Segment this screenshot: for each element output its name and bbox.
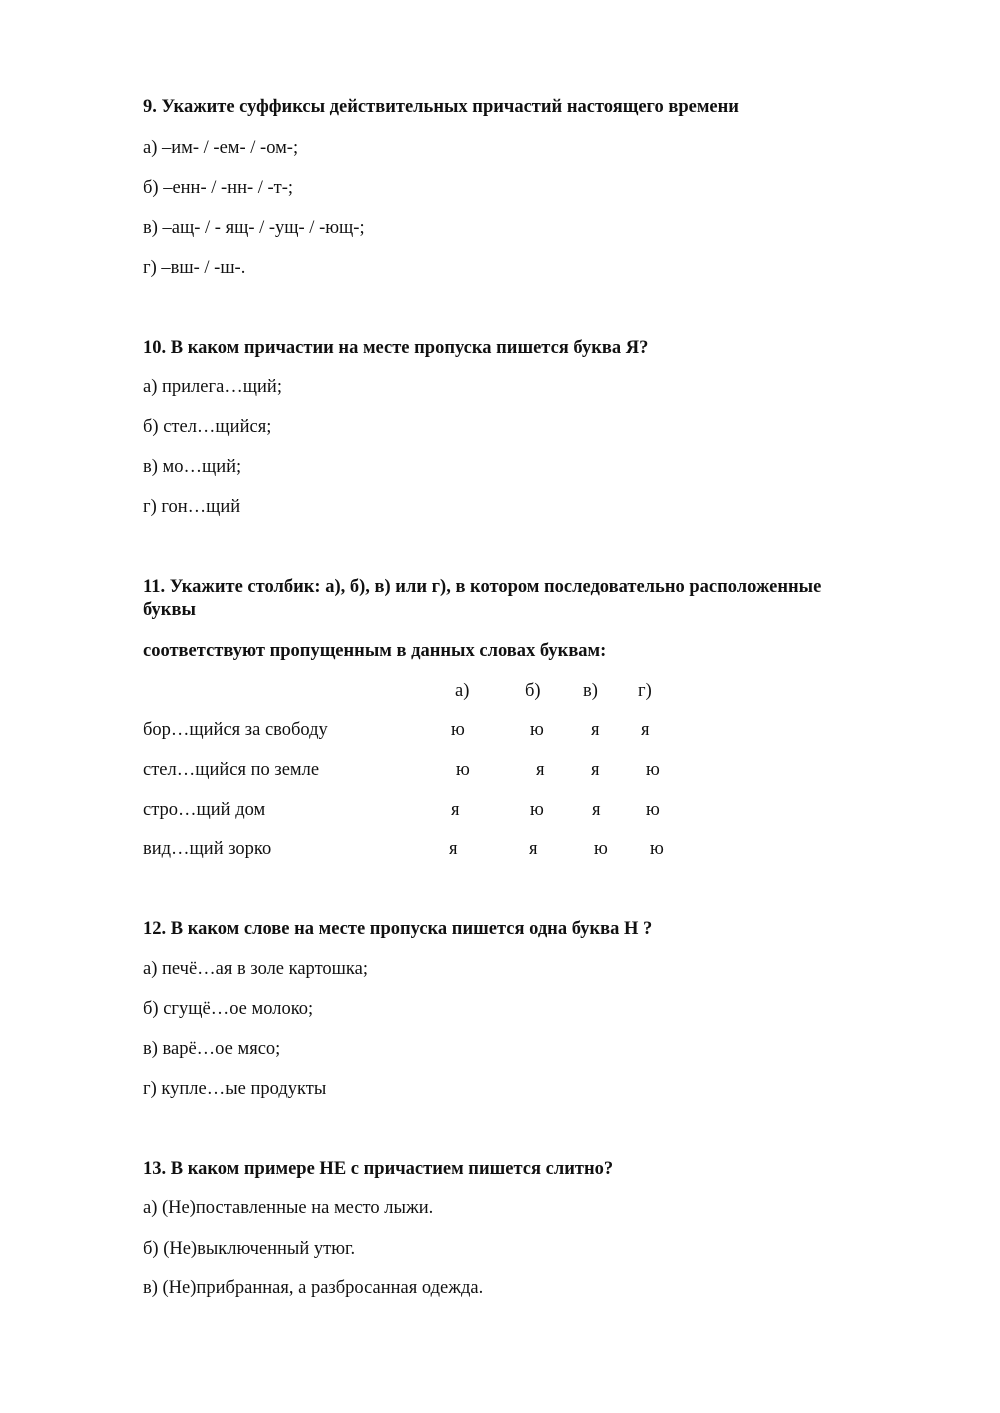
q12-option-b: б) сгущё…ое молоко; bbox=[143, 999, 314, 1019]
q11-header-b: б) bbox=[525, 681, 541, 701]
q11-row1-c: я bbox=[591, 720, 600, 740]
q11-row2-c: я bbox=[591, 760, 600, 780]
q11-row1-d: я bbox=[641, 720, 650, 740]
q9-option-c: в) –ащ- / - ящ- / -ущ- / -ющ-; bbox=[143, 218, 365, 238]
q10-title: 10. В каком причастии на месте пропуска пишется буква Я? bbox=[143, 338, 649, 358]
q11-row3-a: я bbox=[451, 800, 460, 820]
q10-option-a: а) прилега…щий; bbox=[143, 377, 282, 397]
q13-option-c: в) (Не)прибранная, а разбросанная одежда. bbox=[143, 1278, 484, 1298]
q11-row4-a: я bbox=[449, 839, 458, 859]
q12-title: 12. В каком слове на месте пропуска пишется одна буква Н ? bbox=[143, 919, 653, 939]
q10-option-c: в) мо…щий; bbox=[143, 457, 242, 477]
q11-row3-word: стро…щий дом bbox=[143, 800, 266, 820]
q12-option-d: г) купле…ые продукты bbox=[143, 1079, 327, 1099]
q10-option-b: б) стел…щийся; bbox=[143, 417, 272, 437]
q11-title-line2: буквы bbox=[143, 600, 196, 620]
q11-row1-a: ю bbox=[451, 720, 465, 740]
q11-row3-c: я bbox=[592, 800, 601, 820]
q11-row4-word: вид…щий зорко bbox=[143, 839, 272, 859]
q12-option-a: а) печё…ая в золе картошка; bbox=[143, 959, 368, 979]
q9-option-b: б) –енн- / -нн- / -т-; bbox=[143, 178, 294, 198]
q11-header-a: а) bbox=[455, 681, 470, 701]
q11-row2-d: ю bbox=[646, 760, 660, 780]
q11-subtitle: соответствуют пропущенным в данных словах буквам: bbox=[143, 641, 607, 661]
q11-header-d: г) bbox=[638, 681, 652, 701]
q11-row1-b: ю bbox=[530, 720, 544, 740]
q9-title: 9. Укажите суффиксы действительных причастий настоящего времени bbox=[143, 97, 739, 117]
q11-row4-b: я bbox=[529, 839, 538, 859]
q9-option-d: г) –вш- / -ш-. bbox=[143, 258, 246, 278]
q11-row2-word: стел…щийся по земле bbox=[143, 760, 320, 780]
q11-header-c: в) bbox=[583, 681, 598, 701]
q11-row3-b: ю bbox=[530, 800, 544, 820]
q12-option-c: в) варё…ое мясо; bbox=[143, 1039, 281, 1059]
q9-option-a: а) –им- / -ем- / -ом-; bbox=[143, 138, 299, 158]
q10-option-d: г) гон…щий bbox=[143, 497, 241, 517]
q11-row1-word: бор…щийся за свободу bbox=[143, 720, 328, 740]
q11-row4-c: ю bbox=[594, 839, 608, 859]
q13-option-b: б) (Не)выключенный утюг. bbox=[143, 1239, 356, 1259]
q13-option-a: а) (Не)поставленные на место лыжи. bbox=[143, 1198, 434, 1218]
q11-row4-d: ю bbox=[650, 839, 664, 859]
q11-row2-a: ю bbox=[456, 760, 470, 780]
q11-row3-d: ю bbox=[646, 800, 660, 820]
q11-row2-b: я bbox=[536, 760, 545, 780]
q13-title: 13. В каком примере НЕ с причастием пишется слитно? bbox=[143, 1159, 614, 1179]
q11-title-line1: 11. Укажите столбик: а), б), в) или г), в котором последовательно расположенные bbox=[143, 577, 822, 597]
